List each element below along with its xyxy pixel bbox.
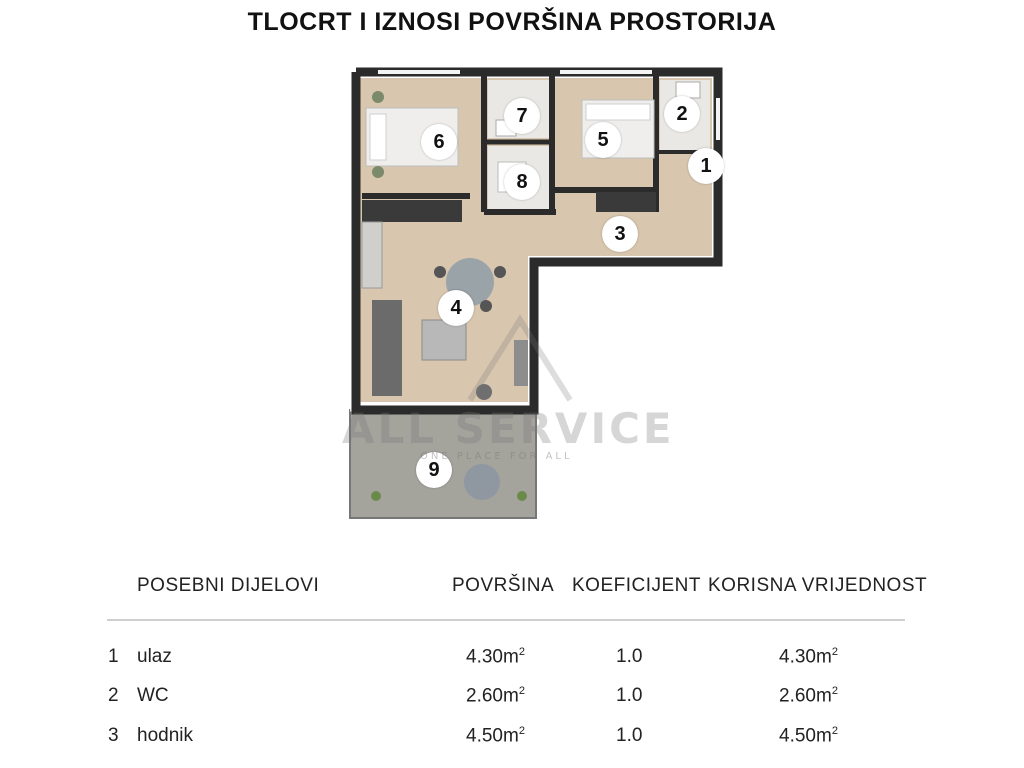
row-name: WC bbox=[137, 685, 169, 706]
row-coefficient: 1.0 bbox=[616, 725, 643, 746]
row-coefficient: 1.0 bbox=[616, 685, 643, 706]
rug bbox=[422, 320, 466, 360]
row-coefficient: 1.0 bbox=[616, 646, 643, 667]
table-row bbox=[0, 725, 1024, 755]
header-useful-value: KORISNA VRIJEDNOST bbox=[708, 575, 928, 596]
room-marker-2: 2 bbox=[664, 96, 700, 132]
row-area: $4.30m^2$ bbox=[466, 646, 525, 668]
room-marker-8: 8 bbox=[504, 164, 540, 200]
row-index: 1 bbox=[108, 646, 119, 667]
room-marker-1: 1 bbox=[688, 148, 724, 184]
plant bbox=[372, 166, 384, 178]
wardrobe bbox=[596, 192, 656, 212]
room-marker-7: 7 bbox=[504, 98, 540, 134]
room-marker-5: 5 bbox=[585, 122, 621, 158]
room-marker-6: 6 bbox=[421, 124, 457, 160]
room-marker-4: 4 bbox=[438, 290, 474, 326]
row-index: 2 bbox=[108, 685, 119, 706]
header-parts: POSEBNI DIJELOVI bbox=[137, 575, 320, 596]
watermark-brand: ALL SERVICE bbox=[342, 404, 675, 453]
row-useful-value: $4.30m^2$ bbox=[779, 646, 838, 668]
room-marker-3: 3 bbox=[602, 216, 638, 252]
row-index: 3 bbox=[108, 725, 119, 746]
balcony-table bbox=[464, 464, 500, 500]
header-coefficient: KOEFICIJENT bbox=[572, 575, 702, 596]
page-title: TLOCRT I IZNOSI POVRŠINA PROSTORIJA bbox=[247, 8, 777, 36]
row-useful-value: $2.60m^2$ bbox=[779, 685, 838, 707]
watermark-tagline: ONE PLACE FOR ALL bbox=[420, 451, 573, 462]
sofa bbox=[372, 300, 402, 396]
table-row bbox=[0, 685, 1024, 715]
row-area: $4.50m^2$ bbox=[466, 725, 525, 747]
row-useful-value: $4.50m^2$ bbox=[779, 725, 838, 747]
header-area: POVRŠINA bbox=[452, 575, 555, 596]
table-divider bbox=[107, 619, 905, 621]
row-area: $2.60m^2$ bbox=[466, 685, 525, 707]
kitchen-counter bbox=[362, 200, 462, 222]
row-name: ulaz bbox=[137, 646, 172, 667]
plant bbox=[372, 91, 384, 103]
tv-unit bbox=[514, 340, 528, 386]
row-name: hodnik bbox=[137, 725, 193, 746]
table-row bbox=[0, 646, 1024, 676]
room-marker-9: 9 bbox=[416, 452, 452, 488]
